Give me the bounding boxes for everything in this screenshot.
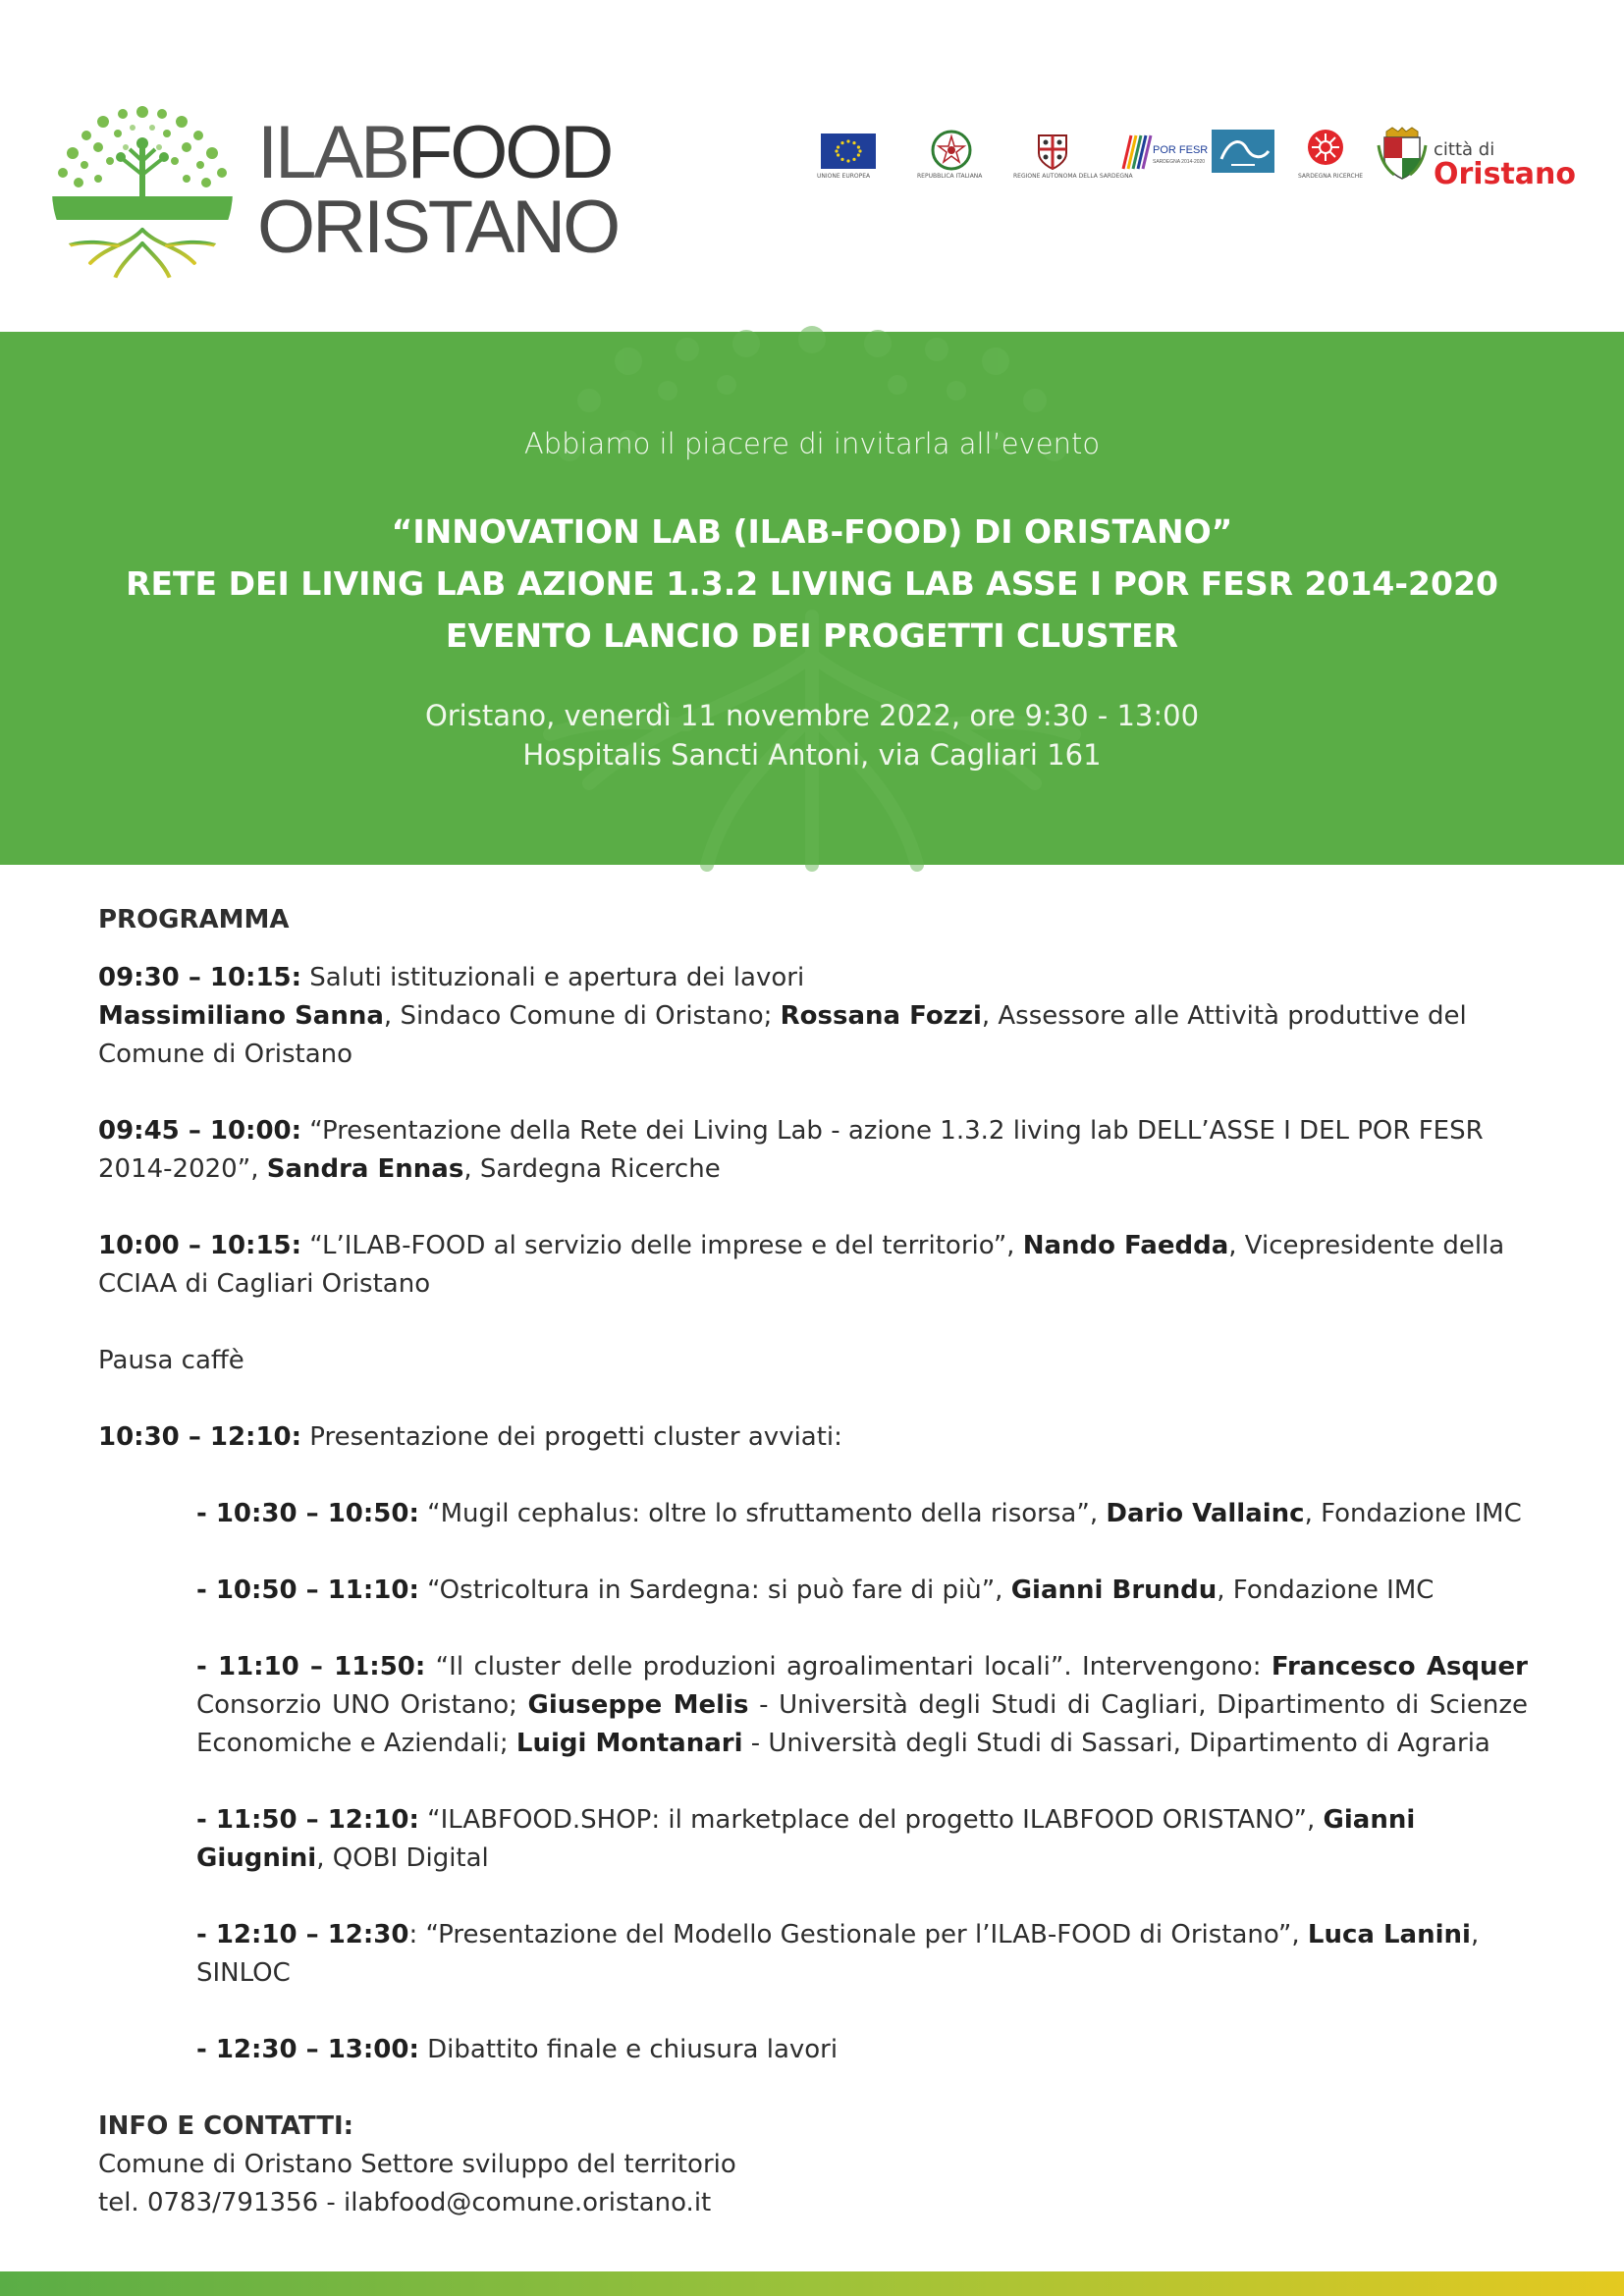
item-time: - 11:10 – 11:50: xyxy=(196,1652,426,1682)
speaker-role: - Università degli Studi di Sassari, Dipartimento di Agraria xyxy=(742,1729,1490,1758)
item-time: 10:00 – 10:15: xyxy=(98,1231,302,1260)
item-time: - 12:30 – 13:00: xyxy=(196,2035,419,2064)
speaker-role: , Sindaco Comune di Oristano; xyxy=(383,1001,781,1031)
programme-item xyxy=(98,1418,1528,1457)
speaker-name: Giuseppe Melis xyxy=(527,1690,749,1720)
speaker-role: , SINLOC xyxy=(196,1920,1480,1988)
event-title-line: EVENTO LANCIO DEI PROGETTI CLUSTER xyxy=(445,616,1179,655)
event-banner xyxy=(0,332,1624,865)
item-time: 09:45 – 10:00: xyxy=(98,1116,302,1146)
oristano-coat-of-arms-icon xyxy=(1377,126,1428,183)
programme-item xyxy=(98,1112,1528,1189)
speaker-name: Massimiliano Sanna xyxy=(98,1001,384,1031)
partner-caption: UNIONE EUROPEA xyxy=(817,173,871,180)
event-title-line: “INNOVATION LAB (ILAB-FOOD) DI ORISTANO” xyxy=(391,512,1233,551)
item-title: “Presentazione della Rete dei Living Lab - azione 1.3.2 living lab DELL’ASSE I DEL POR FESR 2014-2020”, xyxy=(98,1116,1484,1184)
contacts-block xyxy=(98,2108,1528,2222)
logo-ilab-text: ILAB xyxy=(257,111,407,194)
event-venue: Hospitalis Sancti Antoni, via Cagliari 161 xyxy=(522,738,1102,772)
ilabfood-logo-icon xyxy=(49,98,236,285)
speaker-name: Sandra Ennas xyxy=(266,1154,464,1184)
logo-food-text: FOOD xyxy=(406,111,612,194)
invitation-intro: Abbiamo il piacere di invitarla all’evento xyxy=(523,427,1101,460)
speaker-name: Luca Lanini xyxy=(1307,1920,1471,1949)
item-title: Presentazione dei progetti cluster avviati: xyxy=(301,1422,842,1452)
event-date-location xyxy=(0,696,1624,774)
citta-di-label: città di xyxy=(1434,139,1495,160)
footer-gradient-bar xyxy=(0,2271,1624,2296)
programme-heading: PROGRAMMA xyxy=(98,905,290,934)
cluster-item xyxy=(196,1572,1528,1610)
item-title: “Mugil cephalus: oltre lo sfruttamento della risorsa”, xyxy=(418,1499,1107,1528)
programme-item xyxy=(98,1227,1528,1304)
partner-logos xyxy=(799,126,1575,194)
contacts-phone-email: tel. 0783/791356 - ilabfood@comune.oristano.it xyxy=(98,2188,712,2217)
speaker-name: Rossana Fozzi xyxy=(780,1001,982,1031)
cluster-item xyxy=(196,1801,1528,1878)
speaker-role: - Università degli Studi di Cagliari, Dipartimento di Scienze Economiche e Aziendali; xyxy=(196,1690,1528,1758)
item-title: “Ostricoltura in Sardegna: si può fare di più”, xyxy=(418,1575,1011,1605)
contacts-office: Comune di Oristano Settore sviluppo del territorio xyxy=(98,2150,736,2179)
item-title: : “Presentazione del Modello Gestionale per l’ILAB-FOOD di Oristano”, xyxy=(408,1920,1308,1949)
speaker-role: , Fondazione IMC xyxy=(1304,1499,1522,1528)
svg-text:SARDEGNA 2014-2020: SARDEGNA 2014-2020 xyxy=(1153,159,1206,165)
logo-oristano-text: ORISTANO xyxy=(257,186,619,269)
speaker-name: Dario Vallainc xyxy=(1106,1499,1305,1528)
item-time: - 11:50 – 12:10: xyxy=(196,1805,419,1835)
speaker-role: , Assessore alle Attività produttive del Comune di Oristano xyxy=(98,1001,1467,1069)
item-title: “Il cluster delle produzioni agroalimentari locali”. Intervengono: xyxy=(425,1652,1272,1682)
item-time: 10:30 – 12:10: xyxy=(98,1422,302,1452)
speaker-role: , Fondazione IMC xyxy=(1217,1575,1435,1605)
speaker-name: Luigi Montanari xyxy=(515,1729,743,1758)
coffee-break: Pausa caffè xyxy=(98,1346,244,1375)
item-title: “ILABFOOD.SHOP: il marketplace del progetto ILABFOOD ORISTANO”, xyxy=(418,1805,1324,1835)
item-title: Dibattito finale e chiusura lavori xyxy=(418,2035,839,2064)
speaker-role: , QOBI Digital xyxy=(316,1843,489,1873)
speaker-name: Gianni Brundu xyxy=(1010,1575,1218,1605)
item-time: 09:30 – 10:15: xyxy=(98,963,302,992)
cluster-item xyxy=(196,2031,1528,2069)
speaker-name: Francesco Asquer xyxy=(1271,1652,1528,1682)
sardegna-ricerche-logo-icon xyxy=(1306,128,1345,167)
por-fesr-text: POR FESR xyxy=(1153,144,1209,156)
event-title xyxy=(0,506,1624,662)
contacts-heading: INFO E CONTATTI: xyxy=(98,2111,354,2141)
por-fesr-logo-icon xyxy=(1119,130,1209,175)
oristano-label: Oristano xyxy=(1434,157,1576,191)
programme-section xyxy=(98,901,1528,2222)
speaker-role: , Sardegna Ricerche xyxy=(463,1154,721,1184)
partner-caption: REGIONE AUTONOMA DELLA SARDEGNA xyxy=(1013,173,1133,180)
speaker-name: Gianni Giugnini xyxy=(196,1805,1416,1873)
italian-republic-emblem-icon xyxy=(931,130,972,171)
item-time: - 10:30 – 10:50: xyxy=(196,1499,419,1528)
cluster-item xyxy=(196,1648,1528,1763)
speaker-name: Nando Faedda xyxy=(1022,1231,1229,1260)
partner-caption: REPUBBLICA ITALIANA xyxy=(917,173,983,180)
cluster-item xyxy=(196,1916,1528,1993)
programme-item xyxy=(98,959,1528,1074)
item-time: - 12:10 – 12:30 xyxy=(196,1920,409,1949)
item-title: “L’ILAB-FOOD al servizio delle imprese e del territorio”, xyxy=(301,1231,1023,1260)
speaker-role: Consorzio UNO Oristano; xyxy=(196,1690,528,1720)
ilabfood-wordmark xyxy=(257,111,619,269)
sardinia-region-logo-icon xyxy=(1033,132,1072,171)
event-title-line: RETE DEI LIVING LAB AZIONE 1.3.2 LIVING LAB ASSE I POR FESR 2014-2020 xyxy=(126,564,1498,603)
item-title: Saluti istituzionali e apertura dei lavori xyxy=(301,963,805,992)
ccia-logo-icon xyxy=(1212,130,1274,173)
speaker-role: , Vicepresidente della CCIAA di Cagliari Oristano xyxy=(98,1231,1505,1299)
cluster-item xyxy=(196,1495,1528,1533)
event-date: Oristano, venerdì 11 novembre 2022, ore 9:30 - 13:00 xyxy=(424,699,1200,732)
eu-flag-logo-icon xyxy=(821,133,876,169)
item-time: - 10:50 – 11:10: xyxy=(196,1575,419,1605)
partner-caption: SARDEGNA RICERCHE xyxy=(1298,173,1364,180)
page-header xyxy=(0,0,1624,332)
